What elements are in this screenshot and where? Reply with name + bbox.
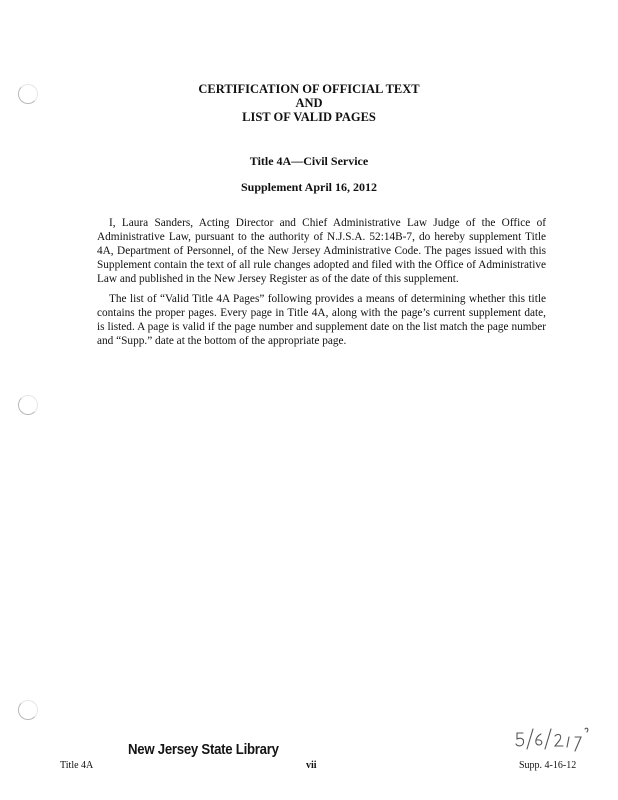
heading-line-3: LIST OF VALID PAGES bbox=[242, 110, 376, 124]
footer-title: Title 4A bbox=[60, 760, 94, 771]
punch-hole-bottom bbox=[18, 700, 38, 720]
paragraph-valid-pages: The list of “Valid Title 4A Pages” following provides a means of determining whether this title contains the proper pages. Every page in Title 4A, along with the page’s current supplement date, is listed. A page is valid if the page number and supplement date on the list match the page number and “Supp.” date at the bottom of the appropriate page. bbox=[97, 293, 546, 347]
heading-line-1: CERTIFICATION OF OFFICIAL TEXT bbox=[198, 82, 420, 96]
title-name: Title 4A—Civil Service bbox=[249, 154, 369, 168]
footer-page-number: vii bbox=[306, 760, 317, 771]
heading-line-2: AND bbox=[295, 96, 323, 110]
punch-hole-middle bbox=[18, 395, 38, 415]
library-stamp: New Jersey State Library bbox=[128, 741, 279, 758]
footer-supplement: Supp. 4-16-12 bbox=[519, 760, 577, 771]
handwritten-date bbox=[515, 725, 595, 755]
paragraph-certification: I, Laura Sanders, Acting Director and Chief Administrative Law Judge of the Office of Administrative Law, pursuant to the authority of N.J.S.A. 52:14B-7, do hereby supplement Title 4A, Department of Personnel, of the New Jersey Administrative Code. The pages issued with this Supplement contain the text of all rule changes adopted and filed with the Office of Administrative Law and published in the New Jersey Register as of the date of this supplement. bbox=[97, 217, 546, 285]
certification-heading bbox=[0, 82, 618, 124]
body-text bbox=[97, 216, 546, 348]
supplement-date: Supplement April 16, 2012 bbox=[240, 180, 378, 194]
